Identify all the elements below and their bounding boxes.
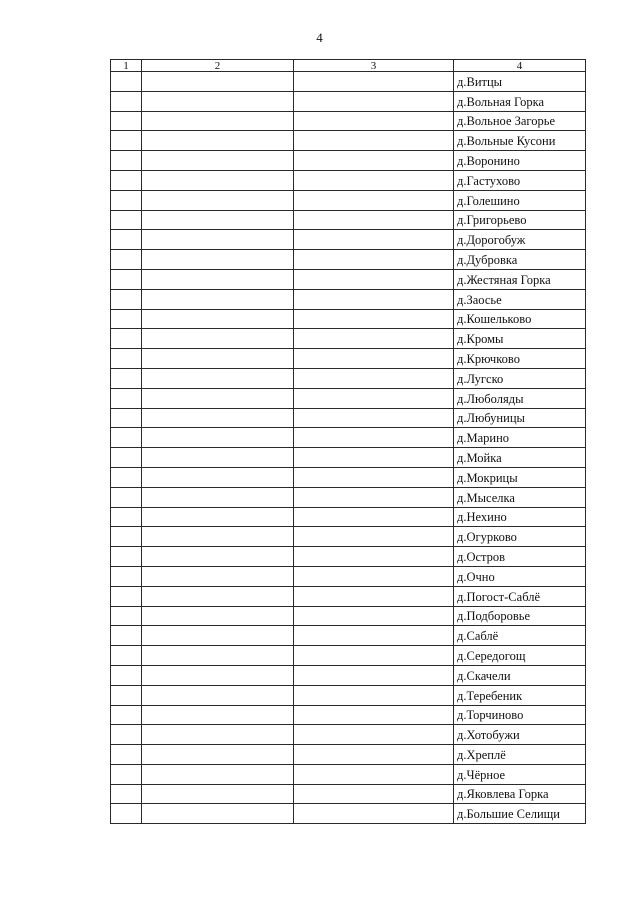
- data-table: [110, 59, 586, 824]
- table-cell-col1: [111, 665, 142, 685]
- table-cell-col2: [142, 151, 294, 171]
- table-cell-col1: [111, 487, 142, 507]
- table-row: [111, 507, 586, 527]
- table-cell-col3: [294, 329, 454, 349]
- table-cell-col4: д.Лугско: [454, 368, 586, 388]
- table-cell-col2: [142, 309, 294, 329]
- table-cell-col3: [294, 606, 454, 626]
- column-header-4: 4: [454, 60, 586, 72]
- table-row: [111, 705, 586, 725]
- table-row: [111, 606, 586, 626]
- table-row: [111, 72, 586, 92]
- table-cell-col3: [294, 388, 454, 408]
- table-cell-col4: д.Нехино: [454, 507, 586, 527]
- table-row: [111, 349, 586, 369]
- table-cell-col1: [111, 111, 142, 131]
- table-cell-col2: [142, 408, 294, 428]
- table-cell-col3: [294, 170, 454, 190]
- table-cell-col1: [111, 289, 142, 309]
- table-row: [111, 91, 586, 111]
- table-cell-col2: [142, 527, 294, 547]
- table-cell-col4: д.Остров: [454, 547, 586, 567]
- table-cell-col4: д.Очно: [454, 566, 586, 586]
- column-header-2: 2: [142, 60, 294, 72]
- table-header-row: [111, 60, 586, 72]
- table-cell-col1: [111, 151, 142, 171]
- table-cell-col1: [111, 368, 142, 388]
- table-cell-col1: [111, 230, 142, 250]
- table-cell-col2: [142, 111, 294, 131]
- table-cell-col1: [111, 745, 142, 765]
- table-row: [111, 309, 586, 329]
- table-row: [111, 131, 586, 151]
- table-cell-col4: д.Гастухово: [454, 170, 586, 190]
- table-cell-col3: [294, 566, 454, 586]
- table-cell-col3: [294, 487, 454, 507]
- table-row: [111, 210, 586, 230]
- table-cell-col1: [111, 646, 142, 666]
- table-cell-col3: [294, 428, 454, 448]
- table-row: [111, 646, 586, 666]
- table-row: [111, 151, 586, 171]
- table-cell-col2: [142, 230, 294, 250]
- column-header-1: 1: [111, 60, 142, 72]
- table-cell-col2: [142, 467, 294, 487]
- table-cell-col1: [111, 784, 142, 804]
- table-cell-col4: д.Дорогобуж: [454, 230, 586, 250]
- table-row: [111, 289, 586, 309]
- table-cell-col4: д.Заосье: [454, 289, 586, 309]
- table-cell-col1: [111, 91, 142, 111]
- table-cell-col3: [294, 190, 454, 210]
- table-cell-col3: [294, 309, 454, 329]
- table-cell-col1: [111, 72, 142, 92]
- table-cell-col3: [294, 764, 454, 784]
- table-cell-col1: [111, 250, 142, 270]
- table-cell-col3: [294, 131, 454, 151]
- table-cell-col2: [142, 170, 294, 190]
- table-cell-col2: [142, 566, 294, 586]
- table-cell-col1: [111, 329, 142, 349]
- table-cell-col4: д.Чёрное: [454, 764, 586, 784]
- table-cell-col3: [294, 408, 454, 428]
- table-cell-col2: [142, 388, 294, 408]
- table-cell-col4: д.Хреплё: [454, 745, 586, 765]
- table-cell-col1: [111, 210, 142, 230]
- table-cell-col2: [142, 131, 294, 151]
- table-row: [111, 745, 586, 765]
- table-cell-col4: д.Теребеник: [454, 685, 586, 705]
- table-row: [111, 329, 586, 349]
- table-cell-col1: [111, 269, 142, 289]
- table-cell-col3: [294, 230, 454, 250]
- table-cell-col2: [142, 349, 294, 369]
- table-row: [111, 269, 586, 289]
- table-cell-col3: [294, 804, 454, 824]
- table-cell-col4: д.Любуницы: [454, 408, 586, 428]
- table-cell-col3: [294, 665, 454, 685]
- table-cell-col2: [142, 804, 294, 824]
- table-cell-col3: [294, 507, 454, 527]
- table-cell-col2: [142, 764, 294, 784]
- table-cell-col2: [142, 487, 294, 507]
- table-row: [111, 725, 586, 745]
- table-cell-col3: [294, 289, 454, 309]
- table-cell-col4: д.Вольные Кусони: [454, 131, 586, 151]
- table-cell-col3: [294, 626, 454, 646]
- table-cell-col3: [294, 151, 454, 171]
- table-cell-col4: д.Жестяная Горка: [454, 269, 586, 289]
- table-cell-col1: [111, 309, 142, 329]
- table-row: [111, 685, 586, 705]
- table-cell-col2: [142, 72, 294, 92]
- table-cell-col2: [142, 745, 294, 765]
- table-row: [111, 428, 586, 448]
- table-row: [111, 487, 586, 507]
- table-row: [111, 388, 586, 408]
- table-cell-col2: [142, 547, 294, 567]
- table-cell-col4: д.Голешино: [454, 190, 586, 210]
- table-cell-col3: [294, 685, 454, 705]
- table-cell-col3: [294, 111, 454, 131]
- table-cell-col4: д.Витцы: [454, 72, 586, 92]
- table-cell-col2: [142, 190, 294, 210]
- table-cell-col1: [111, 626, 142, 646]
- table-cell-col3: [294, 586, 454, 606]
- table-cell-col2: [142, 725, 294, 745]
- table-cell-col4: д.Мокрицы: [454, 467, 586, 487]
- table-cell-col2: [142, 665, 294, 685]
- table-cell-col1: [111, 467, 142, 487]
- table-cell-col4: д.Вольная Горка: [454, 91, 586, 111]
- table-cell-col1: [111, 566, 142, 586]
- table-cell-col2: [142, 448, 294, 468]
- table-cell-col4: д.Мыселка: [454, 487, 586, 507]
- table-cell-col1: [111, 190, 142, 210]
- table-row: [111, 547, 586, 567]
- table-cell-col2: [142, 507, 294, 527]
- table-row: [111, 626, 586, 646]
- table-cell-col3: [294, 448, 454, 468]
- table-cell-col1: [111, 170, 142, 190]
- table-cell-col4: д.Хотобужи: [454, 725, 586, 745]
- table-row: [111, 190, 586, 210]
- table-cell-col3: [294, 646, 454, 666]
- table-cell-col3: [294, 725, 454, 745]
- table-cell-col3: [294, 467, 454, 487]
- table-cell-col2: [142, 626, 294, 646]
- table-row: [111, 250, 586, 270]
- table-cell-col3: [294, 368, 454, 388]
- table-cell-col1: [111, 448, 142, 468]
- table-row: [111, 467, 586, 487]
- table-cell-col3: [294, 527, 454, 547]
- table-cell-col1: [111, 705, 142, 725]
- table-row: [111, 170, 586, 190]
- table-cell-col3: [294, 250, 454, 270]
- table-cell-col2: [142, 705, 294, 725]
- table-cell-col4: д.Кромы: [454, 329, 586, 349]
- page-number: 4: [316, 30, 323, 45]
- table-cell-col1: [111, 804, 142, 824]
- table-cell-col2: [142, 586, 294, 606]
- table-cell-col1: [111, 408, 142, 428]
- table-cell-col1: [111, 586, 142, 606]
- column-header-3: 3: [294, 60, 454, 72]
- table-cell-col3: [294, 349, 454, 369]
- table-row: [111, 230, 586, 250]
- table-cell-col3: [294, 705, 454, 725]
- table-body: [111, 60, 586, 824]
- table-cell-col2: [142, 784, 294, 804]
- table-cell-col4: д.Дубровка: [454, 250, 586, 270]
- table-cell-col2: [142, 606, 294, 626]
- table-cell-col2: [142, 289, 294, 309]
- table-cell-col4: д.Люболяды: [454, 388, 586, 408]
- table-cell-col3: [294, 210, 454, 230]
- table-cell-col2: [142, 428, 294, 448]
- table-cell-col3: [294, 91, 454, 111]
- table-cell-col2: [142, 250, 294, 270]
- table-cell-col2: [142, 368, 294, 388]
- table-cell-col3: [294, 745, 454, 765]
- table-cell-col1: [111, 606, 142, 626]
- table-row: [111, 111, 586, 131]
- table-cell-col4: д.Торчиново: [454, 705, 586, 725]
- table-row: [111, 368, 586, 388]
- table-cell-col4: д.Вольное Загорье: [454, 111, 586, 131]
- table-cell-col1: [111, 349, 142, 369]
- table-cell-col4: д.Мойка: [454, 448, 586, 468]
- table-cell-col1: [111, 547, 142, 567]
- table-cell-col4: д.Кошельково: [454, 309, 586, 329]
- table-row: [111, 784, 586, 804]
- table-row: [111, 408, 586, 428]
- table-cell-col4: д.Крючково: [454, 349, 586, 369]
- table-cell-col1: [111, 725, 142, 745]
- table-cell-col4: д.Подборовье: [454, 606, 586, 626]
- table-row: [111, 665, 586, 685]
- table-cell-col1: [111, 131, 142, 151]
- table-cell-col1: [111, 685, 142, 705]
- table-row: [111, 527, 586, 547]
- table-cell-col1: [111, 507, 142, 527]
- table-row: [111, 566, 586, 586]
- table-cell-col1: [111, 388, 142, 408]
- table-cell-col4: д.Саблё: [454, 626, 586, 646]
- table-row: [111, 448, 586, 468]
- table-cell-col4: д.Марино: [454, 428, 586, 448]
- table-cell-col2: [142, 329, 294, 349]
- table-cell-col2: [142, 269, 294, 289]
- table-cell-col4: д.Григорьево: [454, 210, 586, 230]
- table-cell-col3: [294, 784, 454, 804]
- table-cell-col4: д.Яковлева Горка: [454, 784, 586, 804]
- table-cell-col3: [294, 269, 454, 289]
- table-cell-col1: [111, 527, 142, 547]
- table-row: [111, 586, 586, 606]
- table-cell-col2: [142, 646, 294, 666]
- table-cell-col4: д.Воронино: [454, 151, 586, 171]
- table-cell-col1: [111, 764, 142, 784]
- table-cell-col4: д.Скачели: [454, 665, 586, 685]
- table-row: [111, 764, 586, 784]
- table-cell-col2: [142, 210, 294, 230]
- table-cell-col2: [142, 91, 294, 111]
- table-cell-col3: [294, 72, 454, 92]
- table-cell-col2: [142, 685, 294, 705]
- table-cell-col4: д.Огурково: [454, 527, 586, 547]
- table-cell-col4: д.Середогощ: [454, 646, 586, 666]
- table-cell-col1: [111, 428, 142, 448]
- table-cell-col4: д.Большие Селищи: [454, 804, 586, 824]
- table-cell-col4: д.Погост-Саблё: [454, 586, 586, 606]
- table-row: [111, 804, 586, 824]
- table-cell-col3: [294, 547, 454, 567]
